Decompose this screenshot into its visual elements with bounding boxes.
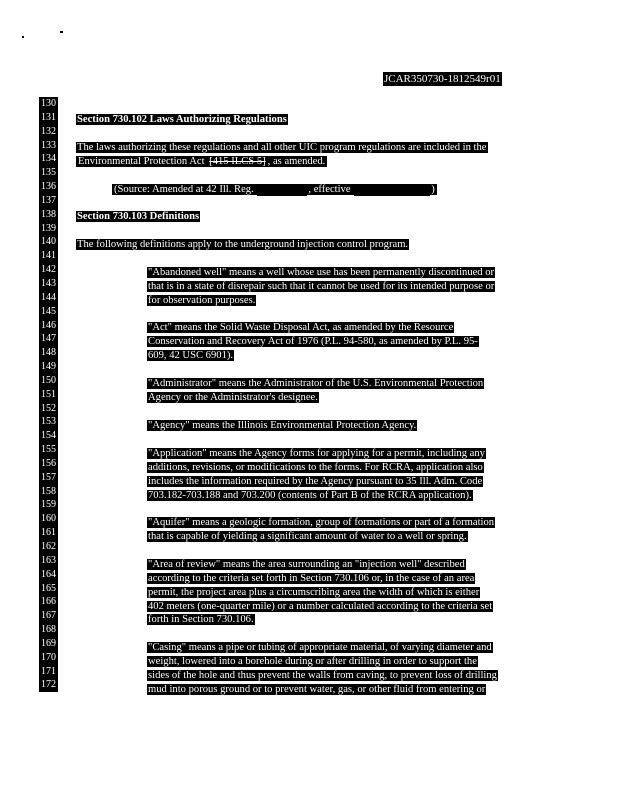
line-number: 172 (41, 679, 56, 691)
section-102-body-line: The laws authorizing these regulations and all other UIC program regulations are included in the (77, 142, 487, 153)
line-number: 169 (41, 637, 56, 649)
line-number: 168 (41, 624, 56, 636)
line-number: 130 (41, 98, 56, 109)
line-number: 136 (41, 181, 56, 193)
effective-date-blank (354, 184, 430, 196)
line-number: 140 (41, 236, 56, 248)
def-area-of-review: "Area of review" means the area surrounding an "injection well" described according to the criteria set forth in Section 730.106 or, in the case of an area permit, the project area plus a circumscribing area the width of which is either 402 meters (one-quarter mile) or a number calculated according to the criteria set forth in Section 730.106. (148, 559, 493, 626)
line-number: 156 (41, 457, 56, 469)
def-aquifer: "Aquifer" means a geologic formation, group of formations or part of a formation that is capable of yielding a significant amount of water to a well or spring. (148, 517, 495, 542)
line-number: 138 (41, 208, 56, 220)
def-administrator: "Administrator" means the Administrator of the U.S. Environmental Protection Agency or the Administrator's designee. (148, 378, 484, 403)
source-note-line: (Source: Amended at 42 Ill. Reg. , effective ) (114, 184, 435, 195)
line-number: 167 (41, 610, 56, 622)
line-number: 165 (41, 582, 56, 594)
section-102-heading-text: Section 730.102 Laws Authorizing Regulations (77, 114, 287, 125)
section-103-intro-text: The following definitions apply to the underground injection control program. (77, 239, 409, 250)
line-number: 161 (41, 527, 56, 539)
line-number: 131 (41, 111, 56, 123)
line-number: 154 (41, 430, 56, 442)
line-number: 135 (41, 167, 56, 179)
line-number: 163 (41, 554, 56, 566)
line-number: 170 (41, 651, 56, 663)
line-number: 159 (41, 499, 56, 511)
document-id: JCAR350730-1812549r01 (384, 73, 501, 85)
line-number: 151 (41, 388, 56, 400)
section-102-heading (76, 113, 288, 127)
section-103-heading (76, 210, 200, 224)
line-number: 141 (41, 250, 56, 262)
def-act: "Act" means the Solid Waste Disposal Act, as amended by the Resource Conservation and Recovery Act of 1976 (P.L. 94-580, as amended by P.L. 95- 609, 42 USC 6901). (148, 322, 478, 361)
def-agency: "Agency" means the Illinois Environmental Protection Agency. (148, 420, 417, 431)
line-number: 162 (41, 541, 56, 552)
deleted-citation: [415 ILCS 5] (209, 155, 266, 167)
section-102-body (76, 141, 488, 169)
line-number: 134 (41, 153, 56, 165)
section-102-source-note (112, 183, 437, 197)
def-casing: "Casing" means a pipe or tubing of appropriate material, of varying diameter and weight, lowered into a borehole during or after drilling in order to support the sides of the hole and thus prevent the walls from caving, to prevent loss of drilling mud into porous ground or to prevent water, gas, or other fluid from entering or (148, 642, 497, 695)
section-103-intro (76, 238, 409, 252)
line-number: 147 (41, 333, 56, 345)
line-number: 150 (41, 374, 56, 386)
line-number-column (39, 97, 58, 692)
line-number: 160 (41, 513, 56, 525)
line-number: 145 (41, 305, 56, 317)
line-number: 144 (41, 291, 56, 303)
def-abandoned-well: "Abandoned well" means a well whose use has been permanently discontinued or that is in a state of disrepair such that it cannot be used for its intended purpose or for observation purposes. (148, 267, 495, 306)
line-number: 137 (41, 194, 56, 206)
line-number: 158 (41, 485, 56, 497)
section-102-body-line: Environmental Protection Act [415 ILCS 5] , as amended. (78, 155, 326, 167)
line-number: 132 (41, 125, 56, 137)
line-number: 146 (41, 319, 56, 331)
line-number: 171 (41, 665, 56, 677)
line-number: 153 (41, 416, 56, 428)
line-number: 155 (41, 444, 56, 456)
scan-specks (22, 30, 72, 40)
volume-page-blank (257, 184, 307, 196)
line-number: 139 (41, 222, 56, 234)
line-number: 166 (41, 596, 56, 608)
def-application: "Application" means the Agency forms for applying for a permit, including any additions, revisions, or modifications to the forms. For RCRA, application also includes the information required by the Agency pursuant to 35 Ill. Adm. Code 703.182-703.188 and 703.200 (contents of Part B of the RCRA application). (148, 448, 485, 501)
line-number: 133 (41, 139, 56, 151)
line-number: 142 (41, 264, 56, 276)
line-number: 152 (41, 402, 56, 414)
line-number: 143 (41, 277, 56, 289)
line-number: 149 (41, 361, 56, 373)
line-number: 157 (41, 471, 56, 483)
line-number: 148 (41, 347, 56, 359)
line-number: 164 (41, 568, 56, 580)
section-103-heading-text: Section 730.103 Definitions (77, 211, 200, 222)
